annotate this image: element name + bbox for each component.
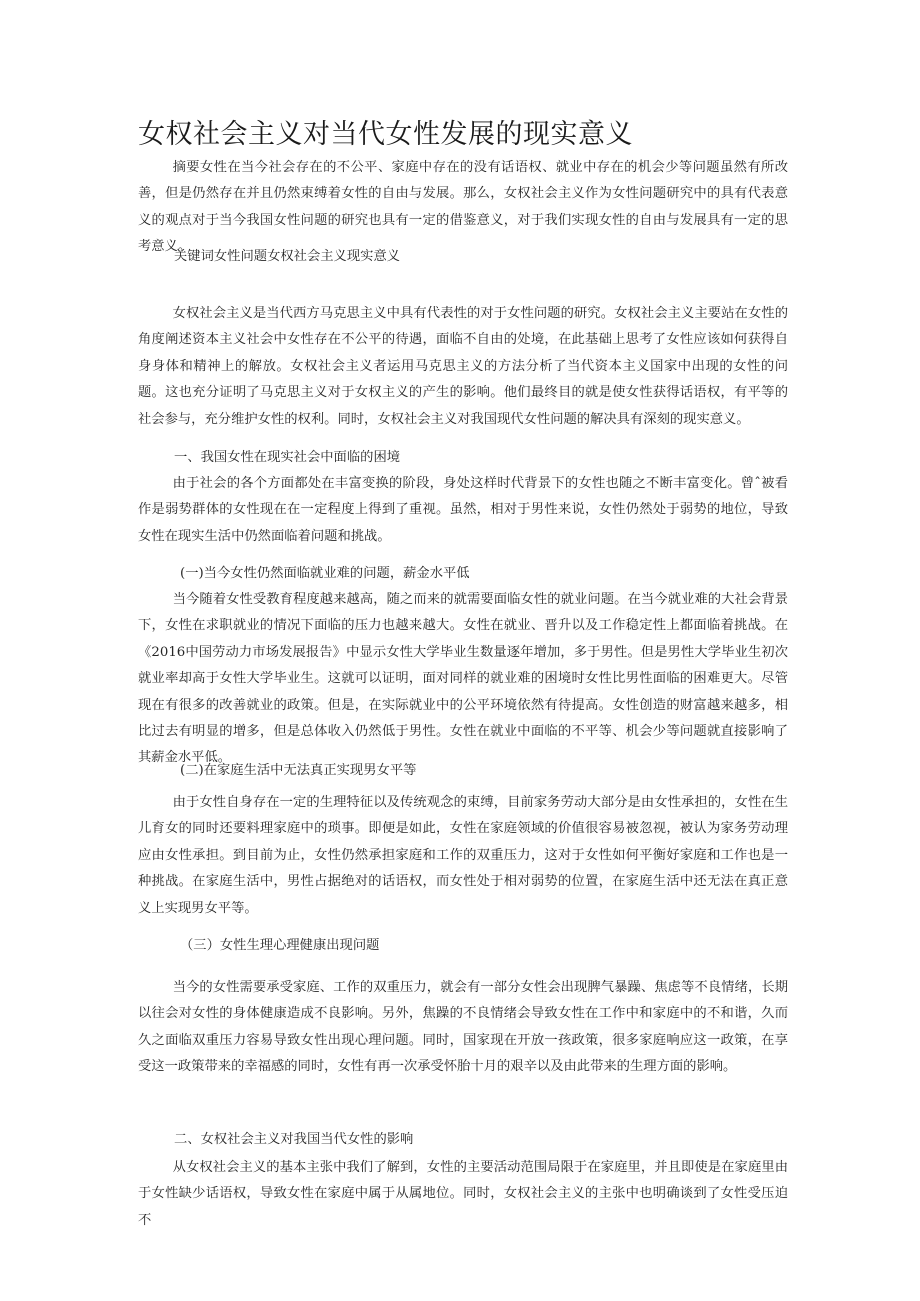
abstract-paragraph: 摘要女性在当今社会存在的不公平、家庭中存在的没有话语权、就业中存在的机会少等问题虽然有所改善，但是仍然存在并且仍然束缚着女性的自由与发展。那么，女权社会主义作为女性问题研究中的具有代表意义的观点对于当今我国女性问题的研究也具有一定的借鉴意义，对于我们实现女性的自由与发展具有一定的思考意义。 xyxy=(138,160,788,255)
subsection-2-paragraph: 由于女性自身存在一定的生理特征以及传统观念的束缚，目前家务劳动大部分是由女性承担的，女性在生儿育女的同时还要料理家庭中的琐事。即便是如此，女性在家庭领域的价值很容易被忽视，被认为家务劳动理应由女性承担。到目前为止，女性仍然承担家庭和工作的双重压力，这对于女性如何平衡好家庭和工作也是一种挑战。在家庭生活中，男性占据绝对的话语权，而女性处于相对弱势的位置，在家庭生活中还无法在真正意义上实现男女平等。 xyxy=(138,795,788,916)
section-2-heading: 二、女权社会主义对我国当代女性的影响 xyxy=(174,1132,414,1147)
subsection-3-heading: （三）女性生理心理健康出现问题 xyxy=(180,938,380,953)
section-1-paragraph: 由于社会的各个方面都处在丰富变换的阶段，身处这样时代背景下的女性也随之不断丰富变化。曾ˆ被看作是弱势群体的女性现在在一定程度上得到了重视。虽然，相对于男性来说，女性仍然处于弱势的地位，导致女性在现实生活中仍然面临着问题和挑战。 xyxy=(138,476,788,544)
subsection-2-heading: (二)在家庭生活中无法真正实现男女平等 xyxy=(180,763,417,778)
subsection-1-heading: (一)当今女性仍然面临就业难的问题，薪金水平低 xyxy=(180,566,470,581)
keywords-line: 关键词女性问题女权社会主义现实意义 xyxy=(174,249,401,264)
intro-paragraph: 女权社会主义是当代西方马克思主义中具有代表性的对于女性问题的研究。女权社会主义主要站在女性的角度阐述资本主义社会中女性存在不公平的待遇，面临不自由的处境，在此基础上思考了女性应该如何获得自身身体和精神上的解放。女权社会主义者运用马克思主义的方法分析了当代资本主义国家中出现的女性的问题。这也充分证明了马克思主义对于女权主义的产生的影响。他们最终目的就是使女性获得话语权，有平等的社会参与，充分维护女性的权利。同时，女权社会主义对我国现代女性问题的解决具有深刻的现实意义。 xyxy=(138,306,788,427)
section-2-paragraph: 从女权社会主义的基本主张中我们了解到，女性的主要活动范围局限于在家庭里，并且即使是在家庭里由于女性缺少话语权，导致女性在家庭中属于从属地位。同时，女权社会主义的主张中也明确谈到了女性受压迫不 xyxy=(138,1160,788,1228)
document-title: 女权社会主义对当代女性发展的现实意义 xyxy=(138,119,633,150)
section-1-heading: 一、我国女性在现实社会中面临的困境 xyxy=(174,450,401,465)
subsection-1-paragraph: 当今随着女性受教育程度越来越高，随之而来的就需要面临女性的就业问题。在当今就业难的大社会背景下，女性在求职就业的情况下面临的压力也越来越大。女性在就业、晋升以及工作稳定性上都面临着挑战。在《2016中国劳动力市场发展报告》中显示女性大学毕业生数量逐年增加，多于男性。但是男性大学毕业生初次就业率却高于女性大学毕业生。这就可以证明，面对同样的就业难的困境时女性比男性面临的困难更大。尽管现在有很多的改善就业的政策。但是，在实际就业中的公平环境依然有待提高。女性创造的财富越来越多，相比过去有明显的增多，但是总体收入仍然低于男性。女性在就业中面临的不平等、机会少等问题就直接影响了其薪金水平低。 xyxy=(138,592,788,766)
subsection-3-paragraph: 当今的女性需要承受家庭、工作的双重压力，就会有一部分女性会出现脾气暴躁、焦虑等不良情绪，长期以往会对女性的身体健康造成不良影响。另外，焦躁的不良情绪会导致女性在工作中和家庭中的不和谐，久而久之面临双重压力容易导致女性出现心理问题。同时，国家现在开放一孩政策，很多家庭响应这一政策，在享受这一政策带来的幸福感的同时，女性有再一次承受怀胎十月的艰辛以及由此带来的生理方面的影响。 xyxy=(138,980,788,1075)
